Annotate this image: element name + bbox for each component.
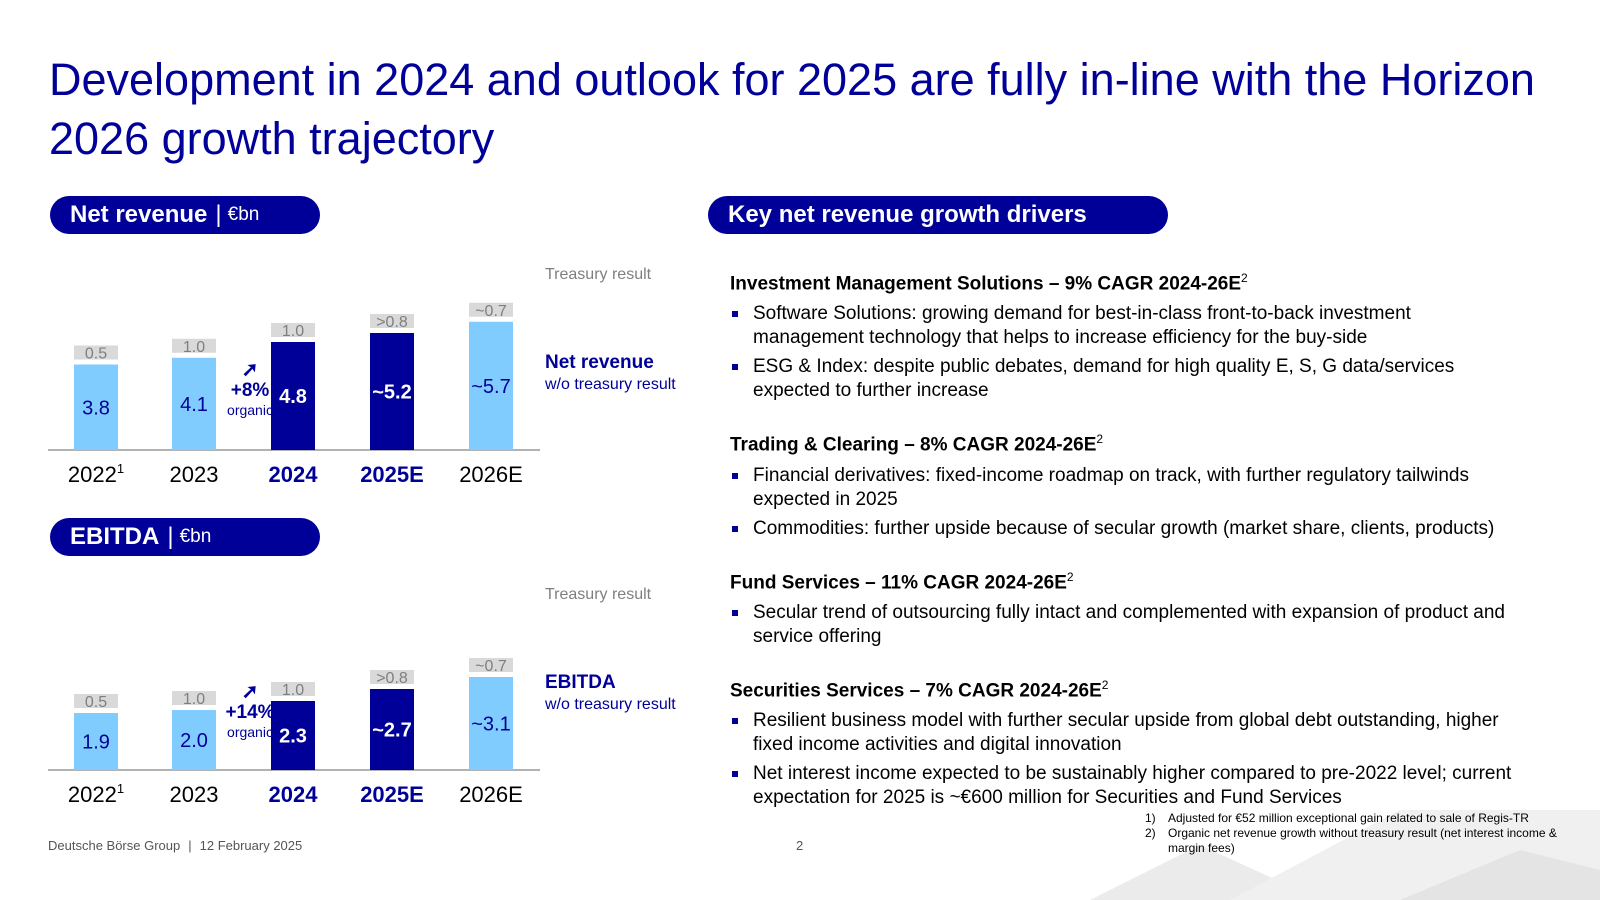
drivers-pill-title: Key net revenue growth drivers	[728, 201, 1087, 228]
net-revenue-series-legend: Net revenue	[545, 352, 654, 373]
treasury-value-label: 0.5	[84, 345, 108, 363]
net-revenue-treasury-legend: Treasury result	[545, 266, 652, 283]
driver-bullet: Commodities: further upside because of secular growth (market share, clients, products)	[730, 517, 1520, 541]
driver-bullet-list	[730, 302, 1520, 403]
x-tick-label: 2022$^1$	[67, 781, 125, 807]
x-tick-label: 2023	[169, 462, 219, 487]
bar-value-label: 2.0	[180, 730, 208, 752]
ebitda-series-legend: EBITDA	[545, 672, 616, 693]
treasury-value-label: 1.0	[182, 338, 206, 356]
net-revenue-growth-annotation	[224, 360, 276, 418]
treasury-value-label: ~0.7	[475, 658, 507, 675]
footer	[48, 838, 302, 853]
x-tick-label: 2024	[268, 782, 318, 807]
bar-value-label: 1.9	[82, 731, 110, 754]
footnotes	[1145, 811, 1585, 856]
footnote-marker: 2	[1096, 432, 1104, 447]
ebitda-series-legend-sub: w/o treasury result	[545, 696, 676, 713]
net-revenue-pill	[50, 196, 320, 234]
footnote-text: Adjusted for €52 million exceptional gain related to sale of Regis-TR	[1168, 811, 1529, 825]
footnote	[1145, 826, 1585, 856]
page-title: Development in 2024 and outlook for 2025 are fully in-line with the Horizon 2026 growth trajectory	[49, 54, 1535, 164]
bar-value-label: ~5.7	[471, 375, 511, 398]
bar-value-label: 4.1	[180, 393, 208, 416]
x-tick-label: 2022$^1$	[67, 461, 125, 487]
ebitda-treasury-legend: Treasury result	[545, 586, 652, 603]
driver-section-heading: Investment Management Solutions – 9% CAGR $2024-26E^2$	[730, 271, 1248, 295]
net-revenue-series-legend-sub: w/o treasury result	[545, 376, 676, 393]
driver-bullet: Resilient business model with further secular upside from global debt outstanding, higher fixed income activities and digital innovation	[730, 709, 1520, 757]
driver-bullet: Software Solutions: growing demand for best-in-class front-to-back investment management technology that helps to increase efficiency for the buy-side	[730, 302, 1520, 350]
driver-bullet: Financial derivatives: fixed-income roadmap on track, with further regulatory tailwinds expected in 2025	[730, 464, 1520, 512]
driver-bullet: Net interest income expected to be sustainably higher compared to pre-2022 level; current expectation for 2025 is ~€600 million for Securities and Fund Services	[730, 762, 1520, 810]
ebitda-growth-annotation	[224, 682, 276, 740]
x-tick-label: 2026E	[459, 782, 523, 807]
bar-value-label: 3.8	[82, 397, 110, 420]
net-revenue-pill-unit: €bn	[227, 204, 260, 225]
driver-bullet-list	[730, 601, 1520, 649]
net-revenue-growth-note: organic	[227, 402, 273, 418]
footer-separator: |	[188, 838, 192, 853]
ebitda-growth-note: organic	[227, 724, 273, 740]
page-number: 2	[796, 838, 804, 853]
bar-value-label: ~5.2	[372, 381, 412, 404]
footnote-marker: 2	[1066, 569, 1074, 584]
up-arrow-icon: ➚	[241, 359, 259, 381]
x-tick-label: 2025E	[360, 462, 424, 487]
treasury-value-label: >0.8	[376, 314, 408, 331]
footnote-marker: 2	[1101, 677, 1109, 692]
treasury-value-label: >0.8	[376, 670, 408, 687]
ebitda-growth-value: +14%	[225, 702, 275, 723]
driver-section	[730, 266, 1520, 403]
bar-value-label: 2.3	[279, 725, 307, 748]
net-revenue-pill-separator: |	[215, 201, 222, 228]
up-arrow-icon: ➚	[241, 681, 259, 703]
driver-section	[730, 427, 1520, 540]
treasury-value-label: 1.0	[281, 323, 305, 340]
x-tick-label: 2023	[169, 782, 219, 807]
bar-value-label: ~3.1	[471, 713, 511, 736]
ebitda-pill-unit: €bn	[179, 526, 212, 547]
driver-bullet-list	[730, 709, 1520, 810]
x-tick-label: 2024	[268, 462, 318, 487]
growth-drivers-list	[730, 266, 1520, 834]
driver-bullet-list	[730, 464, 1520, 541]
driver-section	[730, 565, 1520, 649]
bar-value-label: ~2.7	[372, 719, 412, 742]
footnote-marker: 1	[116, 781, 125, 796]
bar-value-label: 4.8	[279, 386, 307, 408]
treasury-value-label: 1.0	[281, 682, 305, 699]
x-tick-label: 2026E	[459, 462, 523, 487]
driver-section-heading: Securities Services – 7% CAGR $2024-26E^2$	[730, 677, 1109, 702]
drivers-pill	[708, 196, 1168, 234]
driver-bullet: ESG & Index: despite public debates, demand for high quality E, S, G data/services expected to further increase	[730, 355, 1520, 403]
footnote	[1145, 811, 1585, 826]
driver-section-heading: Trading & Clearing – 8% CAGR $2024-26E^2$	[730, 432, 1104, 456]
net-revenue-chart	[48, 250, 688, 520]
footnote-text: Organic net revenue growth without treasury result (net interest income & margin fees)	[1168, 826, 1557, 855]
driver-bullet: Secular trend of outsourcing fully intact and complemented with expansion of product and service offering	[730, 601, 1520, 649]
driver-section-heading: Fund Services – 11% CAGR $2024-26E^2$	[730, 569, 1074, 593]
footnote-number: 1)	[1145, 811, 1156, 825]
ebitda-pill	[50, 518, 320, 556]
ebitda-chart	[48, 570, 688, 840]
net-revenue-growth-value: +8%	[230, 380, 270, 401]
driver-section	[730, 673, 1520, 810]
treasury-value-label: ~0.7	[475, 302, 507, 320]
treasury-value-label: 1.0	[182, 691, 206, 708]
footnote-marker: 2	[1241, 271, 1248, 285]
ebitda-pill-title: EBITDA	[70, 523, 160, 550]
footnote-number: 2)	[1145, 826, 1156, 840]
x-tick-label: 2025E	[360, 782, 424, 807]
footer-date: 12 February 2025	[199, 838, 303, 853]
ebitda-pill-separator: |	[167, 523, 174, 550]
footnote-marker: 1	[116, 461, 125, 476]
net-revenue-pill-title: Net revenue	[70, 201, 208, 228]
treasury-value-label: 0.5	[84, 694, 108, 711]
footer-company: Deutsche Börse Group	[48, 838, 181, 853]
